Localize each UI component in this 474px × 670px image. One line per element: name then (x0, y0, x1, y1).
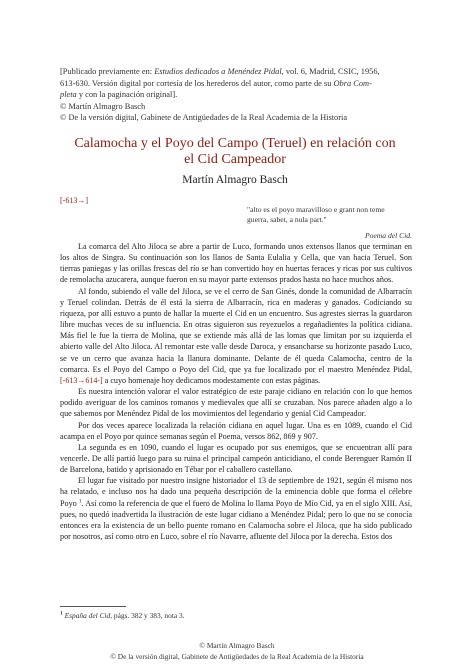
epigraph (247, 205, 412, 242)
note-text: y con la paginación original]. (76, 90, 178, 100)
paragraph-text: a cuyo homenaje hoy dedicamos modestamente con estas páginas. (102, 375, 321, 385)
publication-note-line (60, 78, 430, 90)
paragraph: Es nuestra intención valorar el valor estratégico de este paraje cidiano en relación con lo que hemos podido averiguar de los caminos romanos y medievales que allí se cruzaban. Nos parece añaden algo a lo que sabemos por Menéndez Pidal de los movimientos del legendario y genial Cid Campeador. (60, 387, 412, 419)
paragraph: Por dos veces aparece localizada la relación cidiana en aquel lugar. Una es en 1089, cuando el Cid acampa en el Poyo por quince semanas según el Poema, versos 862, 869 y 907. (60, 420, 412, 441)
paragraph: La segunda es en 1090, cuando el lugar es ocupado por sus enemigos, que se encuentran allí para vencerle. De allí partió luego para su ruina el principal campeón anticidiano, el conde Berenguer Ramón II de Barcelona, batido y aprisionado en Tébar por el caballero castellano. (60, 442, 412, 475)
copyright-author: © Martín Almagro Basch (60, 101, 146, 111)
footer-copyright-digital: © De la versión digital, Gabinete de Antigüedades de la Real Academia de la Historia (110, 652, 364, 661)
article-body (60, 241, 412, 542)
copyright-digital: © De la versión digital, Gabinete de Antigüedades de la Real Academia de la Historia (60, 113, 348, 123)
paragraph (60, 286, 412, 386)
epigraph-line: "alto es el poyo maravilloso e grant non teme (247, 205, 385, 214)
note-text: [Publicado previamente en: (60, 67, 155, 76)
epigraph-source: Poema del Cid. (364, 231, 412, 241)
footnote-reference[interactable]: 1 (78, 497, 82, 504)
title-line: el Cid Campeador (184, 152, 286, 167)
footnote (60, 611, 185, 620)
footnote-title: España del Cid (64, 611, 111, 620)
footnote-number: 1 (60, 610, 63, 617)
note-text: , vol. 6, Madrid, CSIC, 1956, (281, 67, 380, 76)
page-marker: [-613→] (60, 196, 88, 205)
title-line: Calamocha y el Poyo del Campo (Teruel) en relación con (74, 136, 396, 151)
note-italic: pleta (60, 90, 77, 100)
note-text: 613-630. Versión digital por cortesía de los herederos del autor, como parte de su (60, 78, 334, 88)
epigraph-line: guerra, sabet, a nula part." (247, 215, 327, 225)
publication-note-line (60, 66, 430, 78)
article-author: Martín Almagro Basch (182, 174, 288, 186)
paragraph (60, 475, 412, 542)
page-marker: [-613→614-] (60, 375, 103, 385)
publication-note-line (60, 89, 430, 101)
paragraph: La comarca del Alto Jiloca se abre a partir de Luco, formando unos extensos llanos que terminan en los altos de Singra. Su continuación son los llanos de Santa Eulalia y Cella, que van hacia Teruel. Son tierras paniegas y las orillas frescas del río se han convertido hoy en huertas feraces y ricas por sus cultivos de remolacha azucarera, aunque fueron en su mayor parte extensos prados hasta no hace muchos años. (60, 242, 412, 285)
paragraph-text: El lugar fue visitado por nuestro insigne historiador el 13 de septiembre de 1921, según él mismo nos ha relatado, e incluso nos ha dado una pequeña descripción de la eminencia doble que forma el célebre Poyo (60, 476, 412, 508)
publication-note (60, 66, 430, 124)
note-italic: Estudios dedicados a Menéndez Pidal (154, 67, 282, 76)
note-italic: Obra Com- (333, 78, 372, 88)
footnote-text: , págs. 382 y 383, nota 3. (110, 611, 185, 620)
paragraph-text: . Así como la referencia de que el fuero de Molina lo llama Poyo de Mío Cid, ya en el siglo XIII. Así, pues, no quedó inadvertida la ilustración de este lugar cidiano a Menéndez Pidal; pero lo que no se conocía entonces era la existencia de un bello puente romano en Calamocha sobre el Jiloca, que ha sido publicado por nosotros, así como otro en Luco, sobre el río Navarre, afluente del Jiloca por la derecha. Estos dos (60, 498, 412, 542)
article-title (60, 136, 410, 168)
paragraph-text: Al fondo, subiendo el valle del Jiloca, se ve el cerro de San Ginés, donde la comunidad de Albarracín y Teruel colindan. Detrás de él está la sierra de Albarracín, rica en maderas y ganados. Codiciando su riqueza, por allí estuvo a punto de hallar la muerte el Cid en un encuentro. Sus agrestes sierras la guardaron libre muchas veces de su influencia. En otras siguieron sus reyezuelos a regañadientes la política cidiana. Más fiel le fue la tierra de Molina, que se extiende más allá de las lomas que limitan por su izquierda el abierto valle del Alto Jiloca. Al remontar este valle desde Daroca, y ensancharse su horizonte pasado Luco, se ve un cerro que avanza hacia la llanura dominante. Delante de él queda Calamocha, centro de la comarca. Es el Poyo del Campo o Poyo del Cid, que ya fue localizado por el maestro Menéndez Pidal, (60, 286, 412, 374)
footnote-divider (60, 606, 126, 607)
footer-copyright-author: © Martín Almagro Basch (199, 641, 275, 650)
